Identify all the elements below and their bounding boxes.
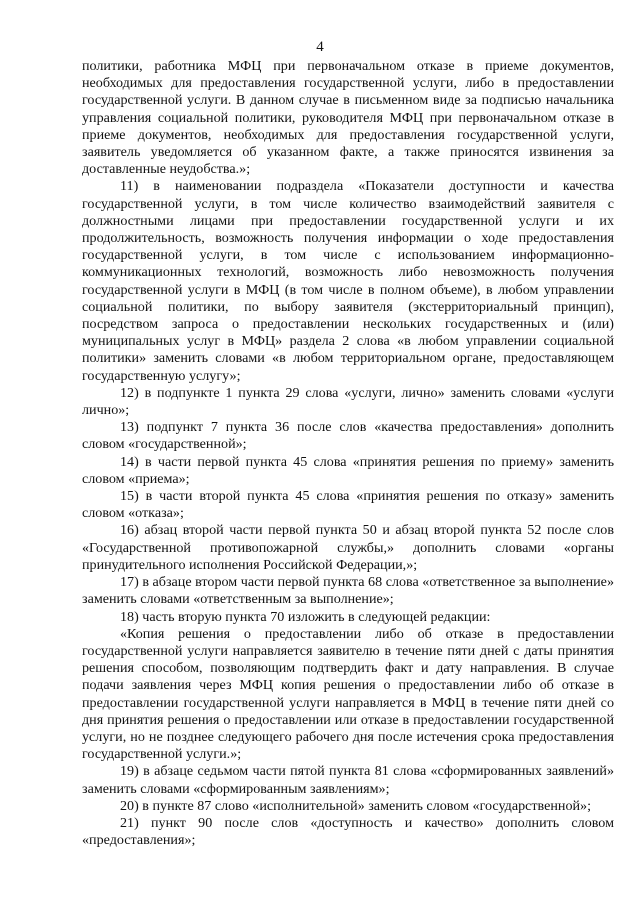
- paragraph: 20) в пункте 87 слово «исполнительной» заменить словом «государственной»;: [120, 797, 592, 814]
- paragraph: политики, работника МФЦ при первоначальном отказе в приеме документов, необходимых для предоставления государственной услуги, либо в предоставлении государственной услуги. В данном случае в письменном виде за подписью начальника управления социальной политики, руководителя МФЦ при первоначальном отказе в приеме документов, необходимых для предоставления государственной услуги, заявитель уведомляется об указанном факте, а также приносятся извинения за доставленные неудобства.»;: [82, 58, 614, 178]
- paragraph: 13) подпункт 7 пункта 36 после слов «качества предоставления» дополнить словом «государственной»;: [82, 419, 614, 453]
- document-body: [82, 58, 614, 849]
- paragraph: 14) в части первой пункта 45 слова «принятия решения по приему» заменить словом «приема»;: [82, 453, 614, 487]
- paragraph: 18) часть вторую пункта 70 изложить в следующей редакции:: [120, 608, 491, 625]
- paragraph: 16) абзац второй части первой пункта 50 и абзац второй пункта 52 после слов «Государственной противопожарной службы,» дополнить словами «органы принудительного исполнения Российской Федерации,»;: [82, 522, 614, 573]
- paragraph: 17) в абзаце втором части первой пункта 68 слова «ответственное за выполнение» заменить словами «ответственным за выполнение»;: [82, 574, 614, 608]
- paragraph: 21) пункт 90 после слов «доступность и качество» дополнить словом «предоставления»;: [82, 814, 614, 849]
- page-number: 4: [316, 39, 324, 55]
- paragraph: 15) в части второй пункта 45 слова «принятия решения по отказу» заменить словом «отказа»;: [82, 488, 614, 522]
- paragraph: 19) в абзаце седьмом части пятой пункта 81 слова «сформированных заявлений» заменить словами «сформированным заявлениям»;: [82, 763, 614, 797]
- paragraph: «Копия решения о предоставлении либо об отказе в предоставлении государственной услуги направляется заявителю в течение пяти дней с даты принятия решения способом, позволяющим подтвердить факт и дату направления. В случае подачи заявления через МФЦ копия решения о предоставлении либо об отказе в предоставлении государственной услуги направляется в МФЦ в течение пяти дней со дня принятия решения о предоставлении или отказе в предоставлении государственной услуги, но не позднее следующего рабочего дня после истечения срока предоставления государственной услуги.»;: [82, 625, 614, 763]
- paragraph: 12) в подпункте 1 пункта 29 слова «услуги, лично» заменить словами «услуги лично»;: [82, 384, 614, 419]
- paragraph: 11) в наименовании подраздела «Показатели доступности и качества государственной услуги, в том числе количество взаимодействий заявителя с должностными лицами при предоставлении государственной услуги и их продолжительность, возможность получения информации о ходе предоставления государственной услуги, в том числе с использованием информационно-коммуникационных технологий, возможность либо невозможность получения государственной услуги в МФЦ (в том числе в полном объеме), в любом управлении социальной политики, по выбору заявителя (экстерриториальный принцип), посредством запроса о предоставлении нескольких государственных и (или) муниципальных услуг в МФЦ» раздела 2 слова «в любом управлении социальной политики» заменить словами «в любом территориальном органе, предоставляющем государственную услугу»;: [82, 178, 614, 384]
